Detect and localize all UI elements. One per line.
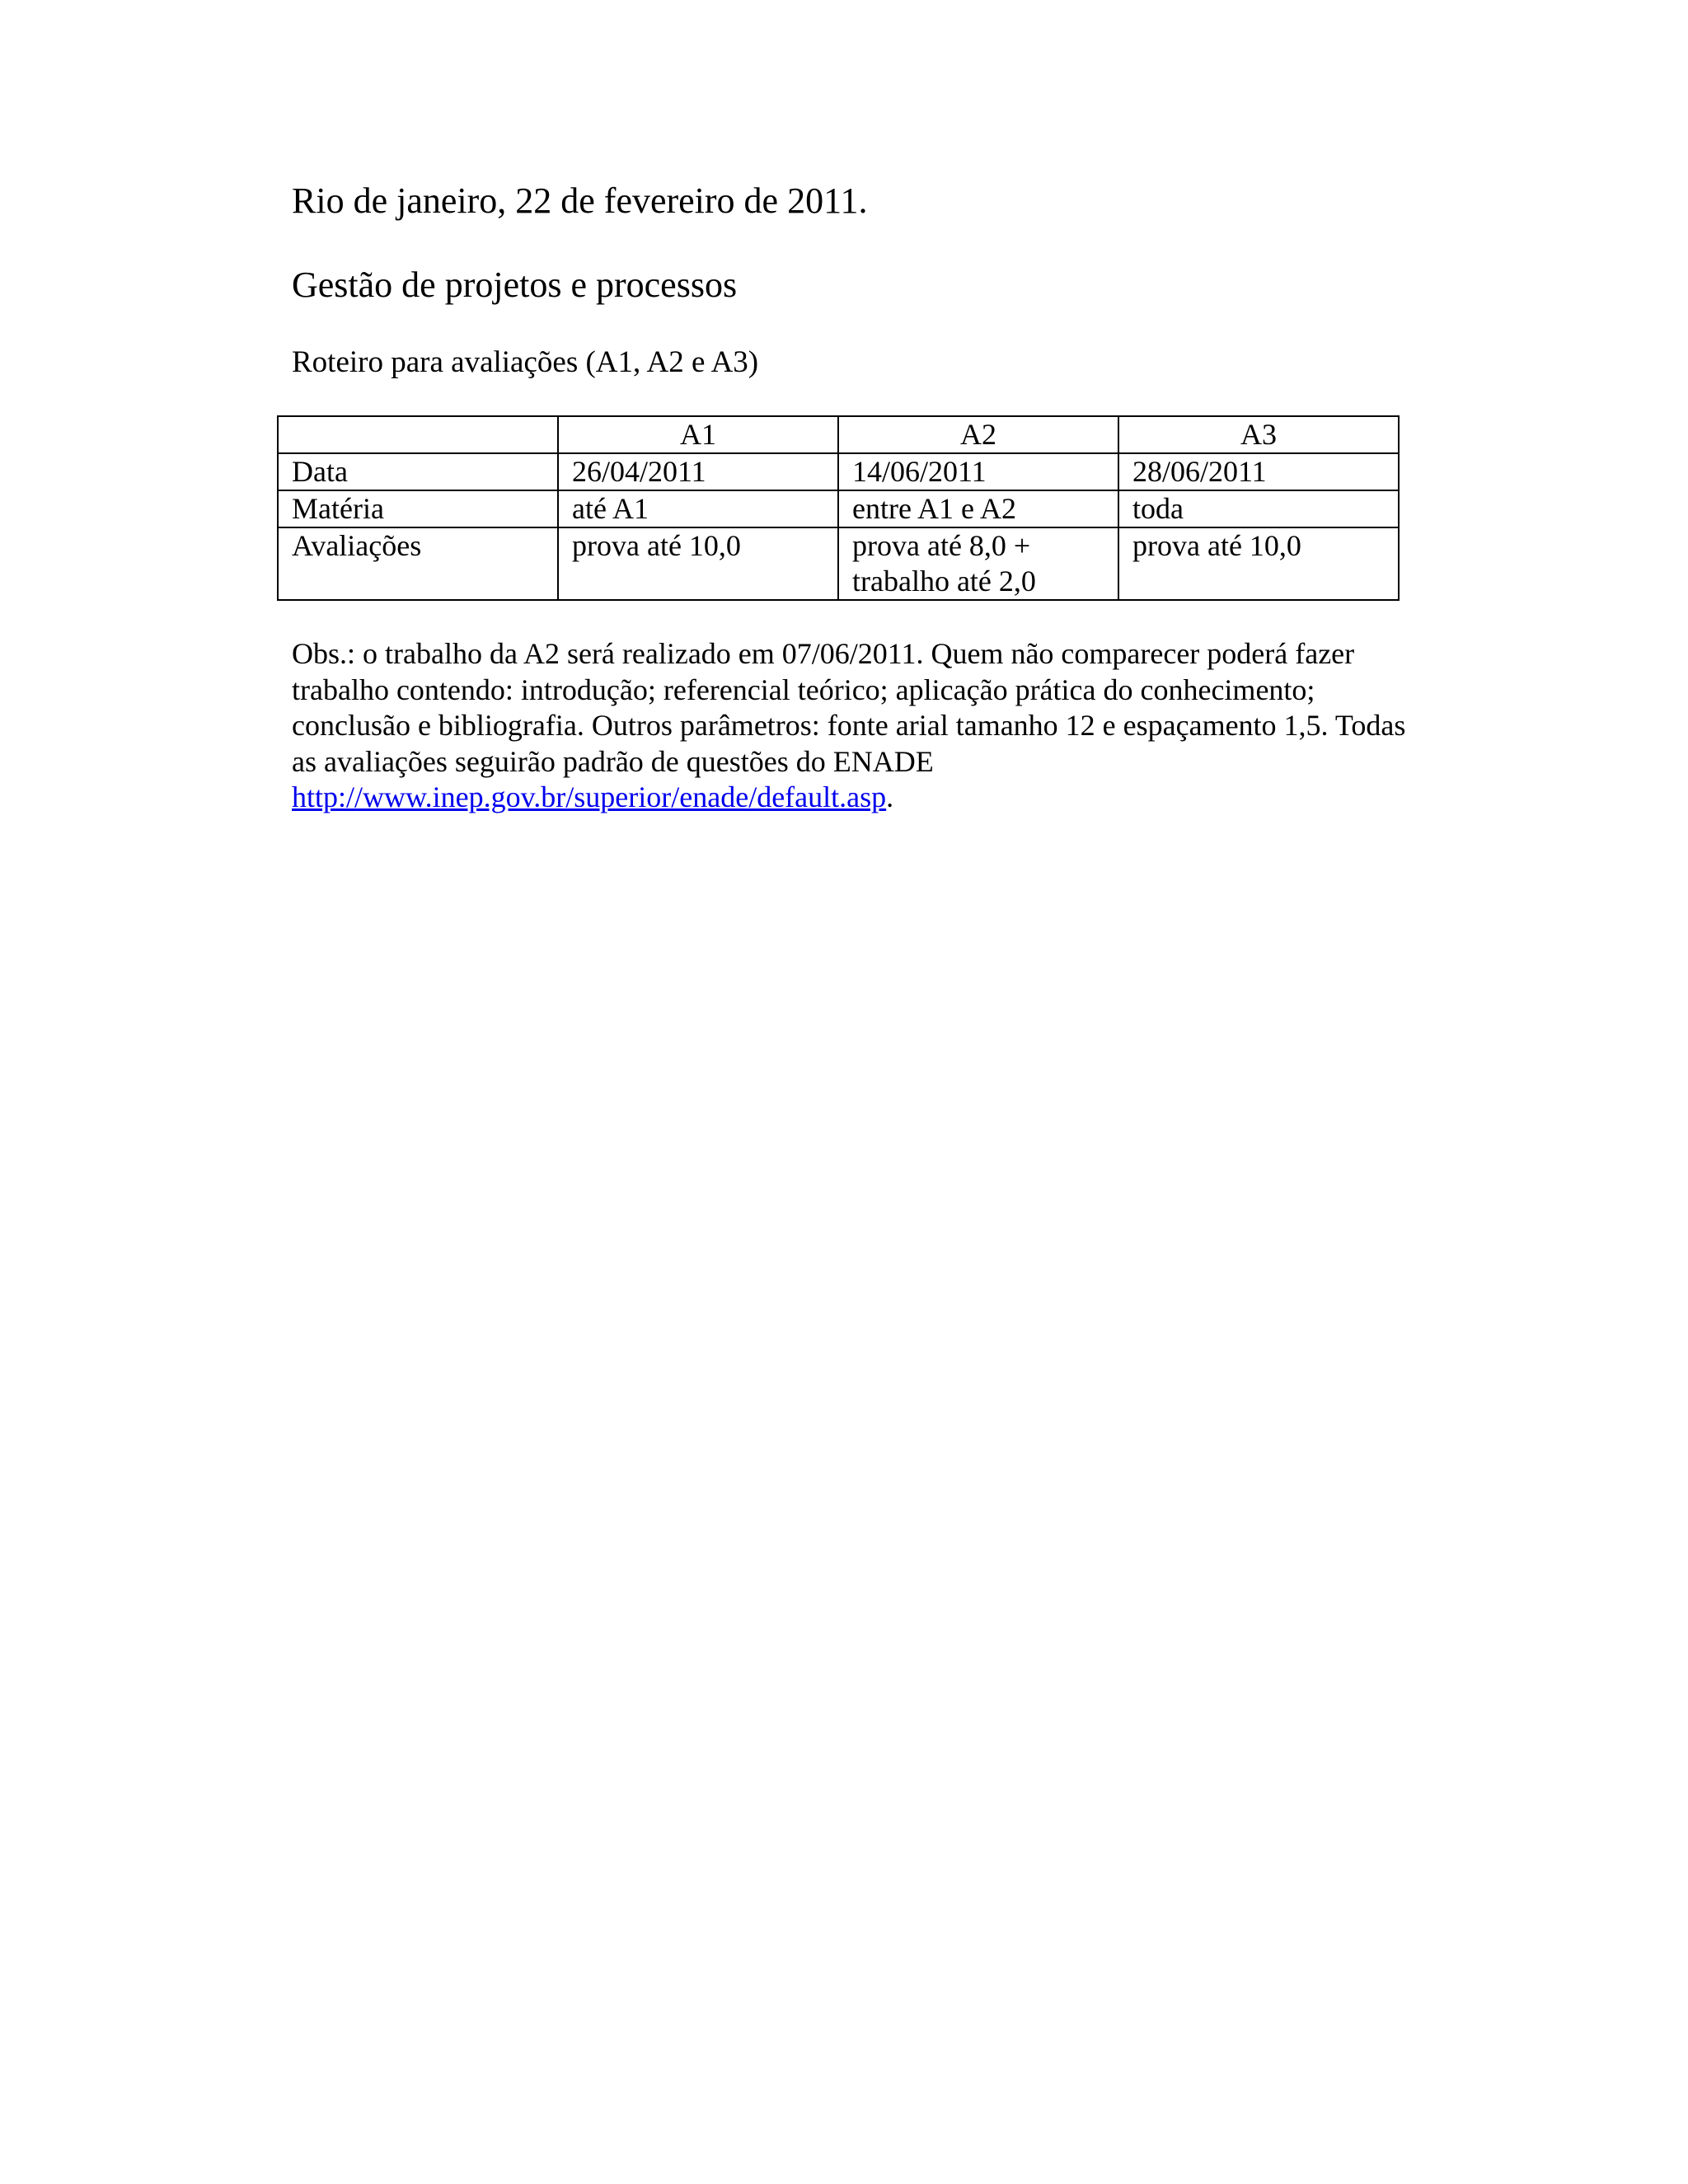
row-label: Data xyxy=(278,453,558,490)
table-cell: prova até 10,0 xyxy=(558,527,838,600)
observation-paragraph xyxy=(292,636,1413,816)
table-cell: prova até 10,0 xyxy=(1118,527,1399,600)
table-row xyxy=(278,527,1399,600)
table-row xyxy=(278,490,1399,527)
table-header-cell: A2 xyxy=(838,416,1118,453)
table-cell: 26/04/2011 xyxy=(558,453,838,490)
course-title: Gestão de projetos e processos xyxy=(292,265,738,305)
assessment-schedule-table xyxy=(277,415,1400,601)
observation-trailing: . xyxy=(886,780,894,813)
table-cell: 14/06/2011 xyxy=(838,453,1118,490)
table-header-cell xyxy=(278,416,558,453)
table-header-cell: A3 xyxy=(1118,416,1399,453)
row-label: Matéria xyxy=(278,490,558,527)
table-header-row xyxy=(278,416,1399,453)
enade-link[interactable]: http://www.inep.gov.br/superior/enade/default.asp xyxy=(292,780,887,813)
date-line: Rio de janeiro, 22 de fevereiro de 2011. xyxy=(292,180,868,221)
table-cell: prova até 8,0 + trabalho até 2,0 xyxy=(838,527,1118,600)
table-cell: 28/06/2011 xyxy=(1118,453,1399,490)
row-label: Avaliações xyxy=(278,527,558,600)
table-cell: entre A1 e A2 xyxy=(838,490,1118,527)
table-row xyxy=(278,453,1399,490)
table-cell: toda xyxy=(1118,490,1399,527)
table-cell: até A1 xyxy=(558,490,838,527)
assessment-guide-title: Roteiro para avaliações (A1, A2 e A3) xyxy=(292,345,759,379)
observation-text: Obs.: o trabalho da A2 será realizado em 07/06/2011. Quem não comparecer poderá fazer trabalho contendo: introdução; referencial teórico; aplicação prática do conhecimento; conclusão e bibliografia. Outros parâmetros: fonte arial tamanho 12 e espaçamento 1,5. Todas as avaliações seguirão padrão de questões do ENADE xyxy=(292,637,1406,778)
table-header-cell: A1 xyxy=(558,416,838,453)
